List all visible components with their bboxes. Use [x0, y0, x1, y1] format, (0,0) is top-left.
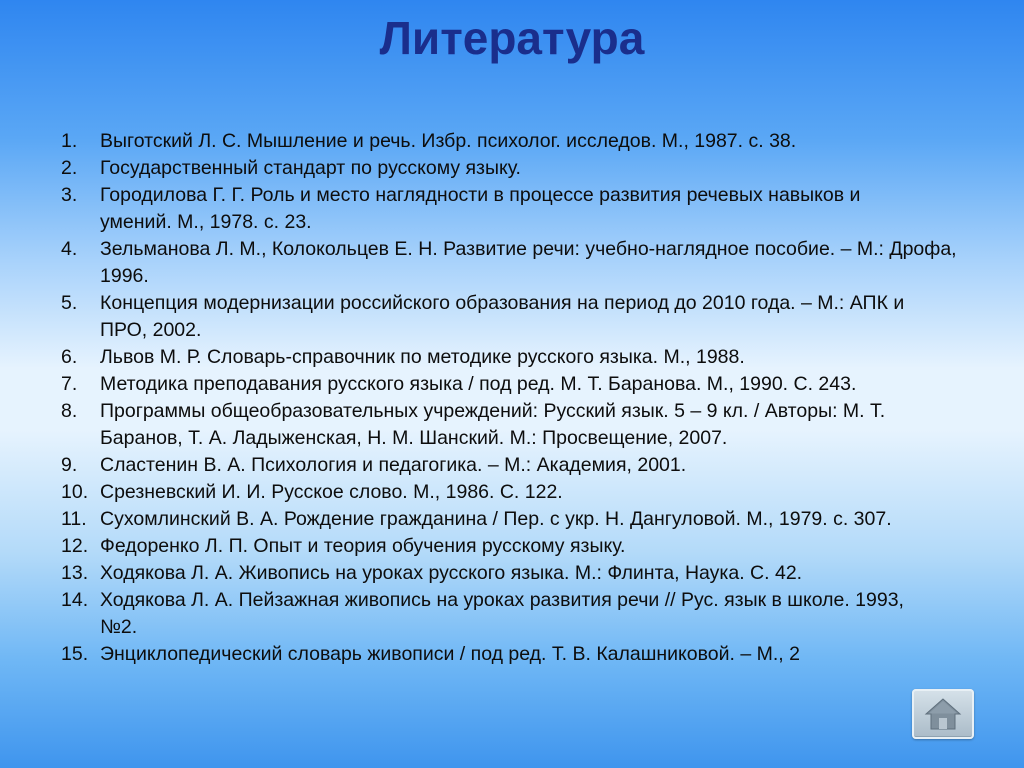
item-text: Государственный стандарт по русскому языку.: [100, 157, 521, 179]
list-item: [61, 560, 981, 587]
list-item: [61, 506, 981, 533]
item-text: Срезневский И. И. Русское слово. М., 1986. С. 122.: [100, 481, 563, 503]
item-number: 3.: [61, 184, 78, 206]
item-number: 7.: [61, 373, 78, 395]
item-text: Сухомлинский В. А. Рождение гражданина / Пер. с укр. Н. Дангуловой. М., 1979. с. 307.: [100, 508, 892, 530]
list-item: [61, 236, 981, 290]
item-number: 10.: [61, 481, 89, 503]
slide-title: Литература: [379, 12, 645, 64]
item-number: 14.: [61, 589, 89, 611]
list-item: [61, 128, 981, 155]
item-text: Зельманова Л. М., Колокольцев Е. Н. Развитие речи: учебно-наглядное пособие. – М.: Дрофа, 1996.: [100, 238, 957, 287]
list-item: [61, 479, 981, 506]
home-button[interactable]: [912, 689, 974, 739]
item-text: Львов М. Р. Словарь-справочник по методике русского языка. М., 1988.: [100, 346, 745, 368]
list-item: [61, 641, 981, 668]
item-text: Выготский Л. С. Мышление и речь. Избр. психолог. исследов. М., 1987. с. 38.: [100, 130, 797, 152]
list-item: [61, 290, 981, 344]
list-item: [61, 182, 981, 236]
home-icon: [924, 696, 962, 732]
item-text: Ходякова Л. А. Пейзажная живопись на уроках развития речи // Рус. язык в школе. 1993, №2.: [100, 589, 904, 638]
item-text: Федоренко Л. П. Опыт и теория обучения русскому языку.: [100, 535, 626, 557]
item-number: 4.: [61, 238, 78, 260]
item-text: Концепция модернизации российского образования на период до 2010 года. – М.: АПК и ПРО, 2002.: [100, 292, 905, 341]
item-number: 15.: [61, 643, 89, 665]
item-number: 12.: [61, 535, 89, 557]
list-item: [61, 587, 981, 641]
item-number: 5.: [61, 292, 78, 314]
item-number: 9.: [61, 454, 78, 476]
list-item: [61, 533, 981, 560]
item-text: Методика преподавания русского языка / под ред. М. Т. Баранова. М., 1990. С. 243.: [100, 373, 857, 395]
list-item: [61, 371, 981, 398]
item-text: Энциклопедический словарь живописи / под ред. Т. В. Калашниковой. – М., 2: [100, 643, 800, 665]
item-number: 1.: [61, 130, 78, 152]
item-number: 11.: [61, 508, 87, 530]
item-number: 6.: [61, 346, 78, 368]
item-text: Сластенин В. А. Психология и педагогика. – М.: Академия, 2001.: [100, 454, 687, 476]
list-item: [61, 344, 981, 371]
list-item: [61, 398, 981, 452]
item-number: 2.: [61, 157, 78, 179]
item-text: Городилова Г. Г. Роль и место наглядности в процессе развития речевых навыков и умений. М., 1978. с. 23.: [100, 184, 861, 233]
item-text: Программы общеобразовательных учреждений: Русский язык. 5 – 9 кл. / Авторы: М. Т. Баранов, Т. А. Ладыженская, Н. М. Шанский. М.: Просвещение, 2007.: [100, 400, 886, 449]
list-item: [61, 452, 981, 479]
item-number: 13.: [61, 562, 89, 584]
item-number: 8.: [61, 400, 78, 422]
reference-list: [61, 128, 981, 668]
list-item: [61, 155, 981, 182]
item-text: Ходякова Л. А. Живопись на уроках русского языка. М.: Флинта, Наука. С. 42.: [100, 562, 803, 584]
